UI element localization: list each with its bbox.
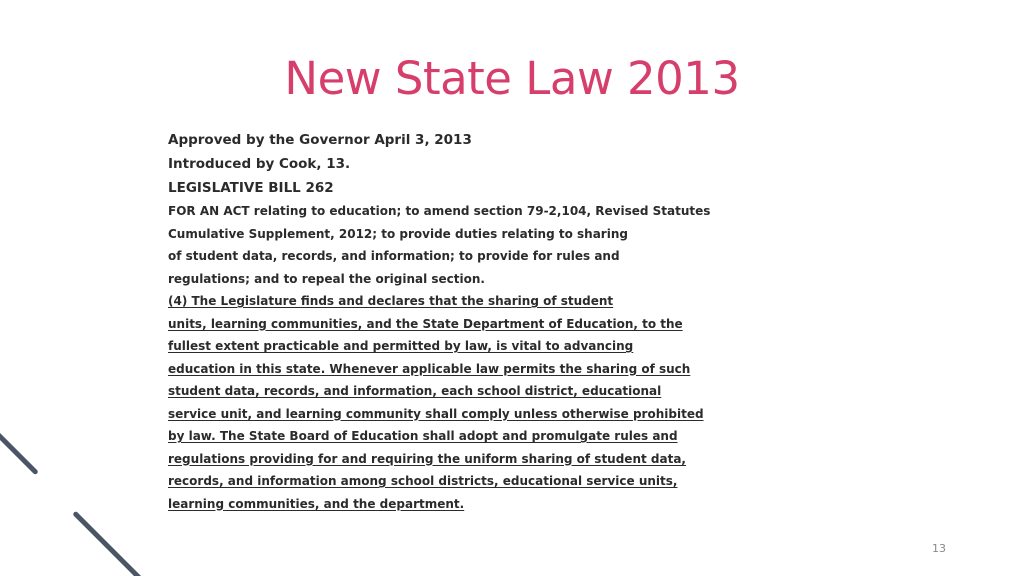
finding-line: by law. The State Board of Education shall adopt and promulgate rules and: [168, 429, 678, 443]
finding-line: service unit, and learning community shall comply unless otherwise prohibited: [168, 406, 704, 421]
finding-line: regulations providing for and requiring the uniform sharing of student data,: [168, 451, 686, 466]
finding-line: learning communities, and the department.: [168, 496, 465, 511]
act-line: Cumulative Supplement, 2012; to provide duties relating to sharing: [168, 226, 628, 241]
act-line: of student data, records, and information; to provide for rules and: [168, 249, 620, 263]
finding-line: records, and information among school districts, educational service units,: [168, 474, 678, 488]
page-number: 13: [932, 542, 946, 555]
introduced-line: Introduced by Cook, 13.: [168, 156, 351, 172]
decorative-slash: [72, 511, 146, 576]
approval-line: Approved by the Governor April 3, 2013: [168, 132, 472, 148]
slide-title: New State Law 2013: [284, 52, 740, 105]
finding-line: fullest extent practicable and permitted by law, is vital to advancing: [168, 339, 634, 353]
act-line: regulations; and to repeal the original section.: [168, 271, 485, 286]
bill-number-line: LEGISLATIVE BILL 262: [168, 180, 334, 196]
finding-line: education in this state. Whenever applicable law permits the sharing of such: [168, 361, 691, 376]
decorative-slash: [0, 431, 39, 476]
finding-line: units, learning communities, and the State Department of Education, to the: [168, 316, 683, 331]
finding-line: student data, records, and information, each school district, educational: [168, 384, 662, 398]
finding-line: (4) The Legislature finds and declares that the sharing of student: [168, 294, 614, 308]
act-line: FOR AN ACT relating to education; to amend section 79-2,104, Revised Statutes: [168, 204, 711, 218]
slide-body: [168, 128, 728, 515]
